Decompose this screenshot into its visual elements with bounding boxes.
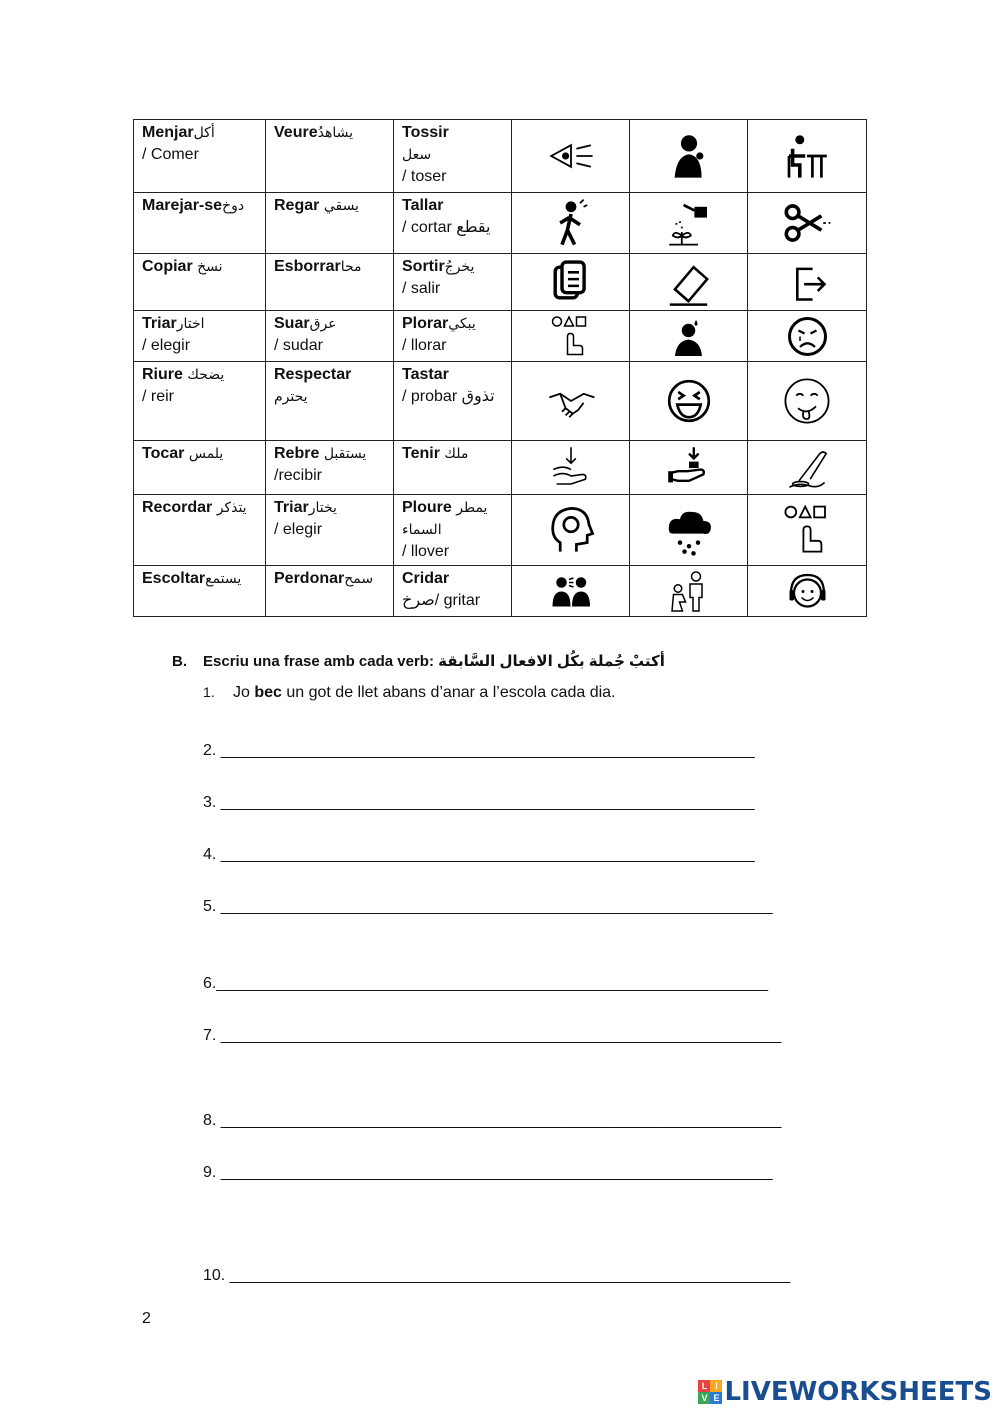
copy-documents-icon <box>545 257 596 308</box>
cell-text-line: Tossir <box>402 124 449 141</box>
hand-holding-item-icon <box>665 444 713 492</box>
cell-text-line: Copiar نسخ <box>142 258 223 275</box>
picture-cell <box>630 193 748 254</box>
cell-text-line: يحترم <box>274 389 308 405</box>
cell-text-line: Regar يسقي <box>274 197 359 214</box>
cell-text-line: Ploure يمطر <box>402 499 488 516</box>
picture-cell <box>630 311 748 362</box>
people-shouting-icon <box>548 569 593 614</box>
verb-cell <box>394 193 512 254</box>
example-sentence: 1. Jo bec un got de llet abans d’anar a l’escola cada dia. <box>203 684 616 701</box>
cell-text-line: Cridar <box>402 570 450 587</box>
cell-text-line: Recordar يتذكر <box>142 499 247 516</box>
cell-text-line: Veureيشاهدُ <box>274 124 353 141</box>
picture-cell <box>630 362 748 441</box>
person-sweating-icon <box>666 314 711 359</box>
verb-cell <box>394 566 512 617</box>
verb-cell <box>266 193 394 254</box>
verb-cell <box>394 311 512 362</box>
verb-cell <box>134 362 266 441</box>
cell-text-line: Triarيختار <box>274 499 337 516</box>
picture-cell <box>748 441 867 495</box>
table-row <box>134 120 867 193</box>
brand-name: LIVEWORKSHEETS <box>724 1377 992 1407</box>
cell-text-line: / llorar <box>402 337 447 354</box>
verb-cell <box>134 254 266 311</box>
answer-line-5[interactable]: 5. ______________________________________________________________ <box>203 898 773 915</box>
verb-cell <box>266 311 394 362</box>
vocabulary-table <box>133 119 867 617</box>
answer-line-9[interactable]: 9. ______________________________________________________________ <box>203 1164 773 1181</box>
cell-text-line: Riure يضحك <box>142 366 225 383</box>
verb-cell <box>134 120 266 193</box>
verb-cell <box>266 441 394 495</box>
tasting-face-icon <box>780 374 834 428</box>
choose-shapes-hand-icon <box>548 314 593 359</box>
headphones-listening-icon <box>785 569 830 614</box>
cell-text-line: Sortirيخرجُ <box>402 258 475 275</box>
cell-text-line: Suarعرق <box>274 315 337 332</box>
cell-text-line: Esborrarمحا <box>274 258 362 275</box>
table-row <box>134 362 867 441</box>
picture-cell <box>748 193 867 254</box>
cell-text-line: Tocar يلمس <box>142 445 224 462</box>
picture-cell <box>512 566 630 617</box>
picture-cell <box>630 441 748 495</box>
picture-cell <box>512 495 630 566</box>
picture-cell <box>630 495 748 566</box>
finger-touching-icon <box>783 444 831 492</box>
cell-text-line: / toser <box>402 168 447 185</box>
picture-cell <box>630 566 748 617</box>
verb-cell <box>266 120 394 193</box>
picture-cell <box>748 120 867 193</box>
cell-text-line: Perdonarسمح <box>274 570 374 587</box>
crying-face-icon <box>785 314 830 359</box>
verb-cell <box>394 441 512 495</box>
hand-receiving-icon <box>547 444 595 492</box>
cell-text-line: / cortar يقطع <box>402 219 491 236</box>
choose-shapes-hand-icon <box>780 503 834 557</box>
cell-text-line: Tenir ملك <box>402 445 469 462</box>
verb-cell <box>134 566 266 617</box>
picture-cell <box>512 254 630 311</box>
cell-text-line: / elegir <box>142 337 191 354</box>
cell-text-line: Plorarيبكي <box>402 315 476 332</box>
laughing-face-icon <box>662 374 716 428</box>
exit-door-icon <box>782 257 833 308</box>
cell-text-line: Triarاختار <box>142 315 205 332</box>
table-row <box>134 193 867 254</box>
cell-text-line: السماء <box>402 522 442 538</box>
handshake-icon <box>544 374 598 428</box>
verb-cell <box>394 495 512 566</box>
cell-text-line: / elegir <box>274 521 323 538</box>
verb-cell <box>134 311 266 362</box>
cell-text-line: سعل <box>402 147 432 163</box>
cell-text-line: / salir <box>402 280 441 297</box>
picture-cell <box>748 311 867 362</box>
picture-cell <box>512 362 630 441</box>
eraser-icon <box>663 257 714 308</box>
verb-cell <box>266 362 394 441</box>
liveworksheets-logo <box>698 1377 992 1407</box>
table-row <box>134 311 867 362</box>
picture-cell <box>512 441 630 495</box>
person-coughing-icon <box>662 129 716 183</box>
watering-can-plant-icon <box>662 196 716 250</box>
person-eating-at-table-icon <box>780 129 834 183</box>
cell-text-line: Tallar <box>402 197 444 214</box>
page-number: 2 <box>142 1310 151 1327</box>
picture-cell <box>630 254 748 311</box>
cell-text-line: / sudar <box>274 337 323 354</box>
picture-cell <box>512 311 630 362</box>
verb-cell <box>134 495 266 566</box>
rain-cloud-icon <box>662 503 716 557</box>
cell-text-line: Escoltarيستمع <box>142 570 242 587</box>
verb-cell <box>266 495 394 566</box>
answer-line-2[interactable]: 2. ____________________________________________________________ <box>203 742 755 759</box>
answer-line-10[interactable]: 10. _______________________________________________________________ <box>203 1267 791 1284</box>
scissors-cutting-icon <box>780 196 834 250</box>
picture-cell <box>512 120 630 193</box>
picture-cell <box>630 120 748 193</box>
cell-text-line: / probar تذوق <box>402 388 495 405</box>
cell-text-line: Menjarأكل <box>142 124 215 141</box>
answer-line-3[interactable]: 3. ____________________________________________________________ <box>203 794 755 811</box>
verb-cell <box>266 254 394 311</box>
picture-cell <box>748 495 867 566</box>
cell-text-line: / reir <box>142 388 174 405</box>
verb-cell <box>134 193 266 254</box>
table-row <box>134 495 867 566</box>
head-remembering-icon <box>544 503 598 557</box>
answer-line-4[interactable]: 4. ____________________________________________________________ <box>203 846 755 863</box>
verb-cell <box>266 566 394 617</box>
person-forgiving-icon <box>666 569 711 614</box>
verb-cell <box>134 441 266 495</box>
cell-text-line: Respectar <box>274 366 352 383</box>
table-row <box>134 254 867 311</box>
table-row <box>134 441 867 495</box>
brand-logo-icon: L I V E <box>698 1380 722 1404</box>
person-dizzy-icon <box>544 196 598 250</box>
verb-cell <box>394 120 512 193</box>
cell-text-line: Rebre يستقبل <box>274 445 367 462</box>
cell-text-line: /recibir <box>274 467 323 484</box>
cell-text-line: Tastar <box>402 366 449 383</box>
picture-cell <box>748 254 867 311</box>
answer-line-8[interactable]: 8. _______________________________________________________________ <box>203 1112 782 1129</box>
cell-text-line: / Comer <box>142 146 199 163</box>
picture-cell <box>748 566 867 617</box>
verb-cell <box>394 362 512 441</box>
cell-text-line: / llover <box>402 543 450 560</box>
table-row <box>134 566 867 617</box>
answer-line-6[interactable]: 6.______________________________________________________________ <box>203 975 769 992</box>
verb-cell <box>394 254 512 311</box>
eye-seeing-icon <box>544 129 598 183</box>
picture-cell <box>748 362 867 441</box>
picture-cell <box>512 193 630 254</box>
cell-text-line: Marejar-seدوخ <box>142 197 245 214</box>
section-b-heading: B. Escriu una frase amb cada verb: أكتبْ جُملة بكُل الافعال السَّابقة <box>172 653 665 670</box>
section-b-instruction: Escriu una frase amb cada verb: أكتبْ جُملة بكُل الافعال السَّابقة <box>203 653 665 670</box>
answer-line-7[interactable]: 7. _______________________________________________________________ <box>203 1027 782 1044</box>
cell-text-line: صرخ/ gritar <box>402 592 481 609</box>
